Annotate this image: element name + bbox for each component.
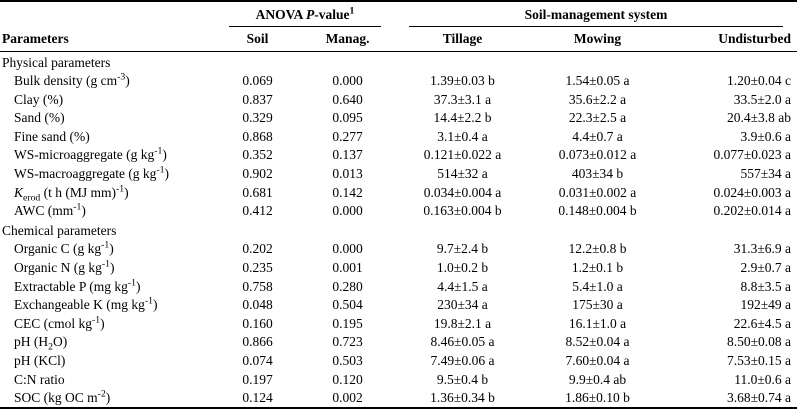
undisturbed-column-header: Undisturbed <box>665 27 797 52</box>
soil-pvalue-cell: 0.837 <box>242 91 273 107</box>
manag-pvalue-cell: 0.640 <box>332 91 363 107</box>
mowing-value-cell: 16.1±1.0 a <box>568 315 627 331</box>
manag-pvalue-cell: 0.002 <box>332 390 363 406</box>
tillage-value-cell: 19.8±2.1 a <box>433 315 492 331</box>
manag-pvalue-cell: 0.195 <box>332 315 363 331</box>
undisturbed-value-cell: 22.6±4.5 a <box>733 315 791 331</box>
system-group-label: Soil-management system <box>409 7 783 27</box>
table-row <box>0 370 797 389</box>
tillage-value-cell: 514±32 a <box>437 166 488 182</box>
manag-pvalue-cell: 0.277 <box>332 128 363 144</box>
soil-pvalue-cell: 0.866 <box>242 334 273 350</box>
soil-pvalue-cell: 0.197 <box>242 371 273 387</box>
mowing-value-cell: 0.148±0.004 b <box>558 203 637 219</box>
parameter-cell: Clay (%) <box>14 91 64 107</box>
soil-column-header: Soil <box>215 27 300 52</box>
mowing-value-cell: 4.4±0.7 a <box>572 128 623 144</box>
table-row <box>0 314 797 333</box>
mowing-column-header: Mowing <box>530 27 665 52</box>
mowing-value-cell: 12.2±0.8 b <box>568 241 627 257</box>
table-row <box>0 240 797 259</box>
tillage-value-cell: 9.5±0.4 b <box>436 371 489 387</box>
table-row <box>0 277 797 296</box>
parameter-cell: Sand (%) <box>14 110 65 126</box>
soil-pvalue-cell: 0.074 <box>242 353 273 368</box>
undisturbed-value-cell: 0.202±0.014 a <box>713 203 791 219</box>
undisturbed-value-cell: 0.024±0.003 a <box>713 184 791 200</box>
mowing-value-cell: 8.52±0.04 a <box>565 334 630 350</box>
tillage-value-cell: 1.39±0.03 b <box>430 73 495 89</box>
mowing-value-cell: 5.4±1.0 a <box>572 278 623 294</box>
soil-pvalue-cell: 0.902 <box>242 166 273 182</box>
tillage-value-cell: 0.163±0.004 b <box>423 203 502 219</box>
undisturbed-value-cell: 2.9±0.7 a <box>740 260 791 276</box>
undisturbed-value-cell: 33.5±2.0 a <box>733 91 791 107</box>
table-row <box>0 333 797 352</box>
parameter-cell: AWC $(mm^{-1})$ <box>14 201 86 219</box>
section-title: Physical parameters <box>2 54 111 70</box>
table-row <box>0 259 797 278</box>
soil-pvalue-cell: 0.069 <box>242 73 273 89</box>
tillage-value-cell: 1.36±0.34 b <box>430 390 495 406</box>
soil-pvalue-cell: 0.160 <box>242 315 273 331</box>
soil-pvalue-cell: 0.868 <box>242 128 273 144</box>
parameter-cell: Organic C (g $kg^{-1}$) <box>14 239 114 257</box>
parameter-cell: WS-microaggregate (g $kg^{-1}$) <box>14 145 167 163</box>
manag-column-header: Manag. <box>300 27 395 52</box>
mowing-value-cell: 9.9±0.4 ab <box>568 371 627 387</box>
table-row <box>0 352 797 371</box>
manag-pvalue-cell: 0.095 <box>332 110 363 126</box>
parameter-cell: Bulk density (g $cm^{-3}$) <box>14 71 130 89</box>
parameter-cell: SOC (kg OC $m^{-2}$) <box>14 388 111 406</box>
undisturbed-value-cell: 8.8±3.5 a <box>740 278 791 294</box>
soil-pvalue-cell: 0.124 <box>242 390 273 406</box>
mowing-value-cell: 1.86±0.10 b <box>565 390 630 406</box>
table-row <box>0 183 797 202</box>
system-group-header <box>395 1 797 27</box>
tillage-column-header: Tillage <box>395 27 530 52</box>
undisturbed-value-cell: 8.50±0.08 a <box>726 334 791 350</box>
table-row <box>0 165 797 184</box>
mowing-value-cell: 0.031±0.002 a <box>558 184 637 200</box>
tillage-value-cell: 1.0±0.2 b <box>436 260 489 276</box>
manag-pvalue-cell: 0.723 <box>332 334 363 350</box>
undisturbed-value-cell: 557±34 a <box>740 166 791 182</box>
table-row <box>0 90 797 109</box>
parameter-cell: Exchangeable K (mg $kg^{-1}$) <box>14 295 158 313</box>
table-row <box>0 389 797 409</box>
table-row <box>0 202 797 221</box>
undisturbed-value-cell: 192±49 a <box>740 297 791 313</box>
parameter-cell: $K_{erod}$ (t h (MJ mm)$^{-1}$) <box>14 183 129 204</box>
parameter-cell: Fine sand (%) <box>14 128 90 144</box>
parameter-cell: CEC (cmol $kg^{-1}$) <box>14 314 105 331</box>
table-row <box>0 72 797 91</box>
table-row <box>0 146 797 165</box>
manag-pvalue-cell: 0.280 <box>332 278 363 294</box>
table-row <box>0 296 797 315</box>
parameter-cell: pH $(H_2O)$ <box>14 334 68 354</box>
anova-label-prefix: ANOVA <box>255 7 307 22</box>
undisturbed-value-cell: 31.3±6.9 a <box>733 241 791 257</box>
manag-pvalue-cell: 0.137 <box>332 147 363 163</box>
undisturbed-value-cell: 0.077±0.023 a <box>713 147 791 163</box>
undisturbed-value-cell: 7.53±0.15 a <box>726 353 791 368</box>
table-body <box>0 52 797 409</box>
parameter-cell: WS-macroaggregate (g $kg^{-1}$) <box>14 164 170 182</box>
tillage-value-cell: 9.7±2.4 b <box>436 241 489 257</box>
table-row <box>0 109 797 128</box>
soil-pvalue-cell: 0.352 <box>242 147 273 163</box>
undisturbed-value-cell: 1.20±0.04 c <box>726 73 791 89</box>
table-header <box>0 1 797 52</box>
manag-pvalue-cell: 0.504 <box>332 297 363 313</box>
soil-pvalue-cell: 0.412 <box>242 203 273 219</box>
table-row <box>0 127 797 146</box>
tillage-value-cell: 3.1±0.4 a <box>437 128 488 144</box>
undisturbed-value-cell: 3.9±0.6 a <box>740 128 791 144</box>
mowing-value-cell: 0.073±0.012 a <box>558 147 637 163</box>
tillage-value-cell: 0.121±0.022 a <box>423 147 502 163</box>
mowing-value-cell: 7.60±0.04 a <box>565 353 630 368</box>
undisturbed-value-cell: 3.68±0.74 a <box>726 390 791 406</box>
mowing-value-cell: 35.6±2.2 a <box>568 91 627 107</box>
anova-label-suffix: -value <box>314 7 350 22</box>
anova-p-italic: P <box>306 7 315 22</box>
group-header-row <box>0 1 797 27</box>
undisturbed-value-cell: 20.4±3.8 ab <box>726 110 791 126</box>
manag-pvalue-cell: 0.000 <box>332 203 363 219</box>
parameter-cell: C:N ratio <box>14 371 65 387</box>
manag-pvalue-cell: 0.001 <box>332 260 363 276</box>
anova-group-label <box>229 7 381 27</box>
manag-pvalue-cell: 0.120 <box>332 371 363 387</box>
anova-group-header <box>215 1 395 27</box>
undisturbed-value-cell: 11.0±0.6 a <box>734 371 791 387</box>
anova-footnote-marker: 1 <box>349 5 355 17</box>
mowing-value-cell: 1.2±0.1 b <box>571 260 624 276</box>
tillage-value-cell: 0.034±0.004 a <box>423 184 502 200</box>
mowing-value-cell: 22.3±2.5 a <box>568 110 627 126</box>
parameters-column-header: Parameters <box>0 1 215 52</box>
soil-pvalue-cell: 0.329 <box>242 110 273 126</box>
parameter-cell: Extractable P (mg $kg^{-1}$) <box>14 277 141 294</box>
manag-pvalue-cell: 0.142 <box>332 184 363 200</box>
section-row <box>0 220 797 240</box>
section-row <box>0 52 797 72</box>
manag-pvalue-cell: 0.000 <box>332 73 363 89</box>
parameter-cell: Organic N (g $kg^{-1}$) <box>14 258 115 276</box>
tillage-value-cell: 37.3±3.1 a <box>433 91 492 107</box>
soil-pvalue-cell: 0.235 <box>242 260 273 276</box>
tillage-value-cell: 4.4±1.5 a <box>437 278 488 294</box>
soil-pvalue-cell: 0.048 <box>242 297 273 313</box>
soil-pvalue-cell: 0.202 <box>242 241 273 257</box>
manag-pvalue-cell: 0.503 <box>332 353 363 368</box>
manag-pvalue-cell: 0.000 <box>332 241 363 257</box>
manag-pvalue-cell: 0.013 <box>332 166 363 182</box>
tillage-value-cell: 14.4±2.2 b <box>433 110 492 126</box>
mowing-value-cell: 403±34 b <box>571 166 624 182</box>
mowing-value-cell: 175±30 a <box>572 297 623 313</box>
soil-pvalue-cell: 0.758 <box>242 278 273 294</box>
tillage-value-cell: 7.49±0.06 a <box>430 353 495 368</box>
tillage-value-cell: 230±34 a <box>437 297 488 313</box>
soil-pvalue-cell: 0.681 <box>242 184 273 200</box>
parameter-cell: pH (KCl) <box>14 353 66 368</box>
section-title: Chemical parameters <box>2 222 117 238</box>
tillage-value-cell: 8.46±0.05 a <box>430 334 495 350</box>
mowing-value-cell: 1.54±0.05 a <box>565 73 630 89</box>
